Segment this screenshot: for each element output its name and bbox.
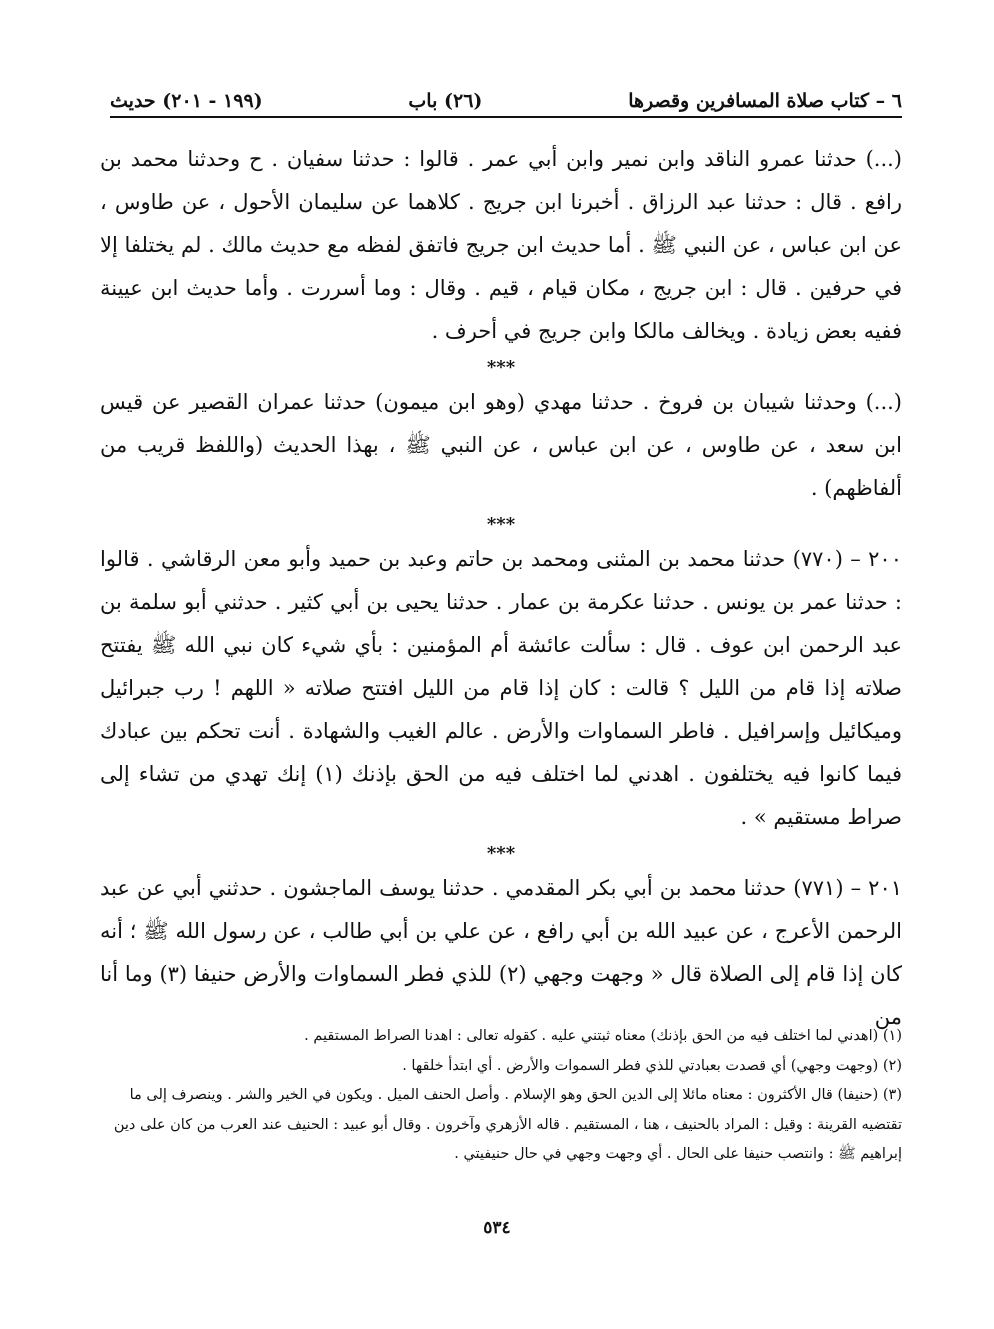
- section-separator: ***: [486, 843, 516, 864]
- running-header: [110, 82, 902, 118]
- section-separator: ***: [486, 514, 516, 535]
- main-text: [100, 138, 902, 1039]
- footnote-1: (١) (اهدني لما اختلف فيه من الحق بإذنك) معناه ثبتني عليه . كقوله تعالى : اهدنا الصراط المستقيم .: [304, 1028, 902, 1044]
- hadith-200: ٢٠٠ – (٧٧٠) حدثنا محمد بن المثنى ومحمد بن حاتم وعبد بن حميد وأبو معن الرقاشي . قالوا : حدثنا عمر بن يونس . حدثنا عكرمة بن عمار . حدثنا يحيى بن أبي كثير . حدثني أبو سلمة بن عبد الرحمن ابن عوف . قال : سألت عائشة أم المؤمنين : بأي شيء كان نبي الله ﷺ يفتتح صلاته إذا قام من الليل ؟ قالت : كان إذا قام من الليل افتتح صلاته « اللهم ! رب جبرائيل وميكائيل وإسرافيل . فاطر السماوات والأرض . عالم الغيب والشهادة . أنت تحكم بين عبادك فيما كانوا فيه يختلفون . اهدني لما اختلف فيه من الحق بإذنك (١) إنك تهدي من تشاء إلى صراط مستقيم » .: [100, 547, 902, 829]
- header-chapter: (٢٦) باب: [408, 90, 483, 112]
- header-hadith-range: (١٩٩ - ٢٠١) حديث: [110, 90, 263, 112]
- hadith-201: ٢٠١ – (٧٧١) حدثنا محمد بن أبي بكر المقدمي . حدثنا يوسف الماجشون . حدثني أبي عن عبد الرحمن الأعرج ، عن عبيد الله بن أبي رافع ، عن علي بن أبي طالب ، عن رسول الله ﷺ ؛ أنه كان إذا قام إلى الصلاة قال « وجهت وجهي (٢) للذي فطر السماوات والأرض حنيفا (٣) وما أنا من: [100, 876, 903, 1029]
- header-book-title: ٦ – كتاب صلاة المسافرين وقصرها: [628, 90, 902, 112]
- footnote-3: (٣) (حنيفا) قال الأكثرون : معناه مائلا إلى الدين الحق وهو الإسلام . وأصل الحنف الميل . ويكون في الخير والشر . وينصرف إلى ما تقتضيه القرينة : وقيل : المراد بالحنيف ، هنا ، المستقيم . قاله الأزهري وآخرون . وقال أبو عبيد : الحنيف عند العرب من كان على دين إبراهيم ﷺ : وانتصب حنيفا على الحال . أي وجهت وجهي في حال حنيفيتي .: [113, 1087, 902, 1162]
- section-separator: ***: [486, 357, 516, 378]
- footnote-2: (٢) (وجهت وجهي) أي قصدت بعبادتي للذي فطر السموات والأرض . أي ابتدأ خلقها .: [402, 1057, 902, 1074]
- page-number: ٥٣٤: [483, 1218, 511, 1238]
- paragraph-2: (...) وحدثنا شيبان بن فروخ . حدثنا مهدي (وهو ابن ميمون) حدثنا عمران القصير عن قيس ابن سعد ، عن طاوس ، عن ابن عباس ، عن النبي ﷺ ، بهذا الحديث (واللفظ قريب من ألفاظهم) .: [100, 390, 902, 500]
- paragraph-1: (...) حدثنا عمرو الناقد وابن نمير وابن أبي عمر . قالوا : حدثنا سفيان . ح وحدثنا محمد بن رافع . قال : حدثنا عبد الرزاق . أخبرنا ابن جريج . كلاهما عن سليمان الأحول ، عن طاوس ، عن ابن عباس ، عن النبي ﷺ . أما حديث ابن جريج فاتفق لفظه مع حديث مالك . لم يختلفا إلا في حرفين . قال : ابن جريج ، مكان قيام ، قيم . وقال : وما أسررت . وأما حديث ابن عيينة ففيه بعض زيادة . ويخالف مالكا وابن جريج في أحرف .: [100, 147, 902, 343]
- footnotes: [100, 1022, 902, 1170]
